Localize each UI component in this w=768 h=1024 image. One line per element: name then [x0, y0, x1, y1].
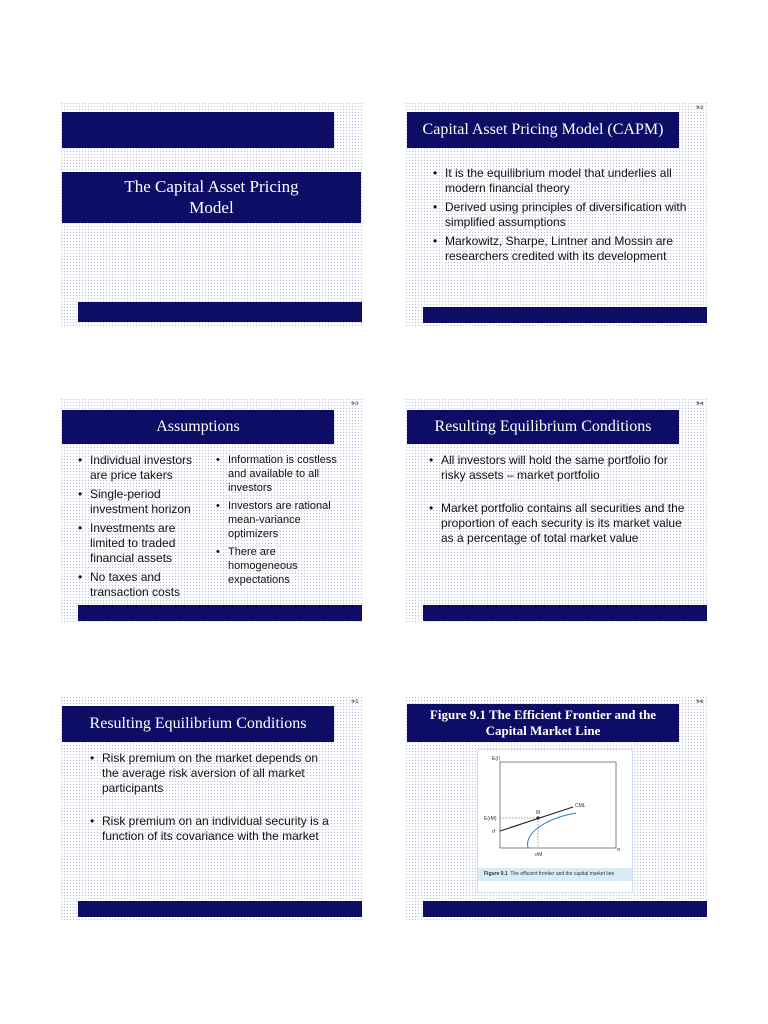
page-number: 9-4 [696, 402, 703, 407]
top-bar [62, 112, 334, 148]
bottom-bar [78, 901, 362, 917]
bullet-item: • Information is costless and available to all investors [216, 453, 346, 495]
caption-text: The efficient frontier and the capital market line [510, 871, 615, 877]
bullet-item: • Individual investors are price takers [78, 453, 208, 483]
bottom-bar [423, 901, 707, 917]
caption-label: Figure 9.1 [484, 871, 508, 877]
bottom-bar [78, 605, 362, 621]
bottom-bar [423, 307, 707, 323]
slide-title [62, 410, 334, 444]
slide-title-text: Resulting Equilibrium Conditions [434, 418, 652, 436]
bullet-item: • Derived using principles of diversification with simplified assumptions [433, 200, 695, 230]
slide-title-text: Resulting Equilibrium Conditions [89, 715, 307, 733]
slide-title-text: The Capital Asset Pricing Model [124, 177, 299, 217]
bullet-item: • Market portfolio contains all securities and the proportion of each security is its market value as a percentage of total market value [429, 501, 685, 546]
bullet-item: • Investors are rational mean-variance optimizers [216, 499, 346, 541]
bottom-bar [78, 302, 362, 322]
expected-return-market-label: E(rM) [484, 816, 497, 822]
slide-2 [405, 102, 707, 327]
risk-free-label: rf [492, 829, 496, 835]
bullet-list [429, 453, 685, 550]
bullet-item: • Risk premium on an individual security is a function of its covariance with the market [90, 814, 330, 844]
figure-caption [478, 868, 632, 881]
bullet-item: • Investments are limited to traded financial assets [78, 521, 208, 566]
slide-title [407, 112, 679, 148]
slide-title-text: Assumptions [156, 418, 240, 436]
slide-4 [405, 398, 707, 623]
cml-label: CML [575, 803, 586, 809]
slide-5 [60, 696, 362, 921]
bullet-item: • All investors will hold the same portfolio for risky assets – market portfolio [429, 453, 685, 483]
bullet-list [90, 751, 330, 848]
slide-1 [60, 102, 362, 327]
slide-title-text: Capital Asset Pricing Model (CAPM) [422, 121, 664, 139]
x-axis-label: σ [617, 847, 621, 853]
slide-title [407, 410, 679, 444]
page-number: 9-2 [696, 106, 703, 111]
slide-title-text: Figure 9.1 The Efficient Frontier and the Capital Market Line [429, 707, 657, 738]
bullet-list-right [216, 453, 346, 591]
slide-3 [60, 398, 362, 623]
plot-frame [500, 762, 616, 848]
bullet-item: • Risk premium on the market depends on the average risk aversion of all market participants [90, 751, 330, 796]
bullet-item: • No taxes and transaction costs [78, 570, 208, 600]
bullet-item: • Markowitz, Sharpe, Lintner and Mossin are researchers credited with its development [433, 234, 695, 264]
page-number: 9-3 [351, 402, 358, 407]
slide-6 [405, 696, 707, 921]
figure-efficient-frontier [477, 749, 633, 893]
cml-diagram [478, 750, 632, 868]
slide-title [62, 706, 334, 742]
point-label: M [536, 810, 541, 816]
bullet-list [433, 166, 695, 268]
sigma-m-label: σM [535, 852, 543, 858]
page-number: 9-5 [351, 700, 358, 705]
market-portfolio-point [536, 816, 539, 819]
y-axis-label: E(r) [492, 756, 501, 762]
bullet-item: • There are homogeneous expectations [216, 545, 346, 587]
slide-title [407, 704, 679, 742]
bullet-item: • It is the equilibrium model that underlies all modern financial theory [433, 166, 695, 196]
bullet-list-left [78, 453, 208, 604]
page-number: 9-6 [696, 700, 703, 705]
bottom-bar [423, 605, 707, 621]
bullet-item: • Single-period investment horizon [78, 487, 208, 517]
efficient-frontier-curve [528, 813, 576, 848]
slide-title [62, 172, 361, 223]
